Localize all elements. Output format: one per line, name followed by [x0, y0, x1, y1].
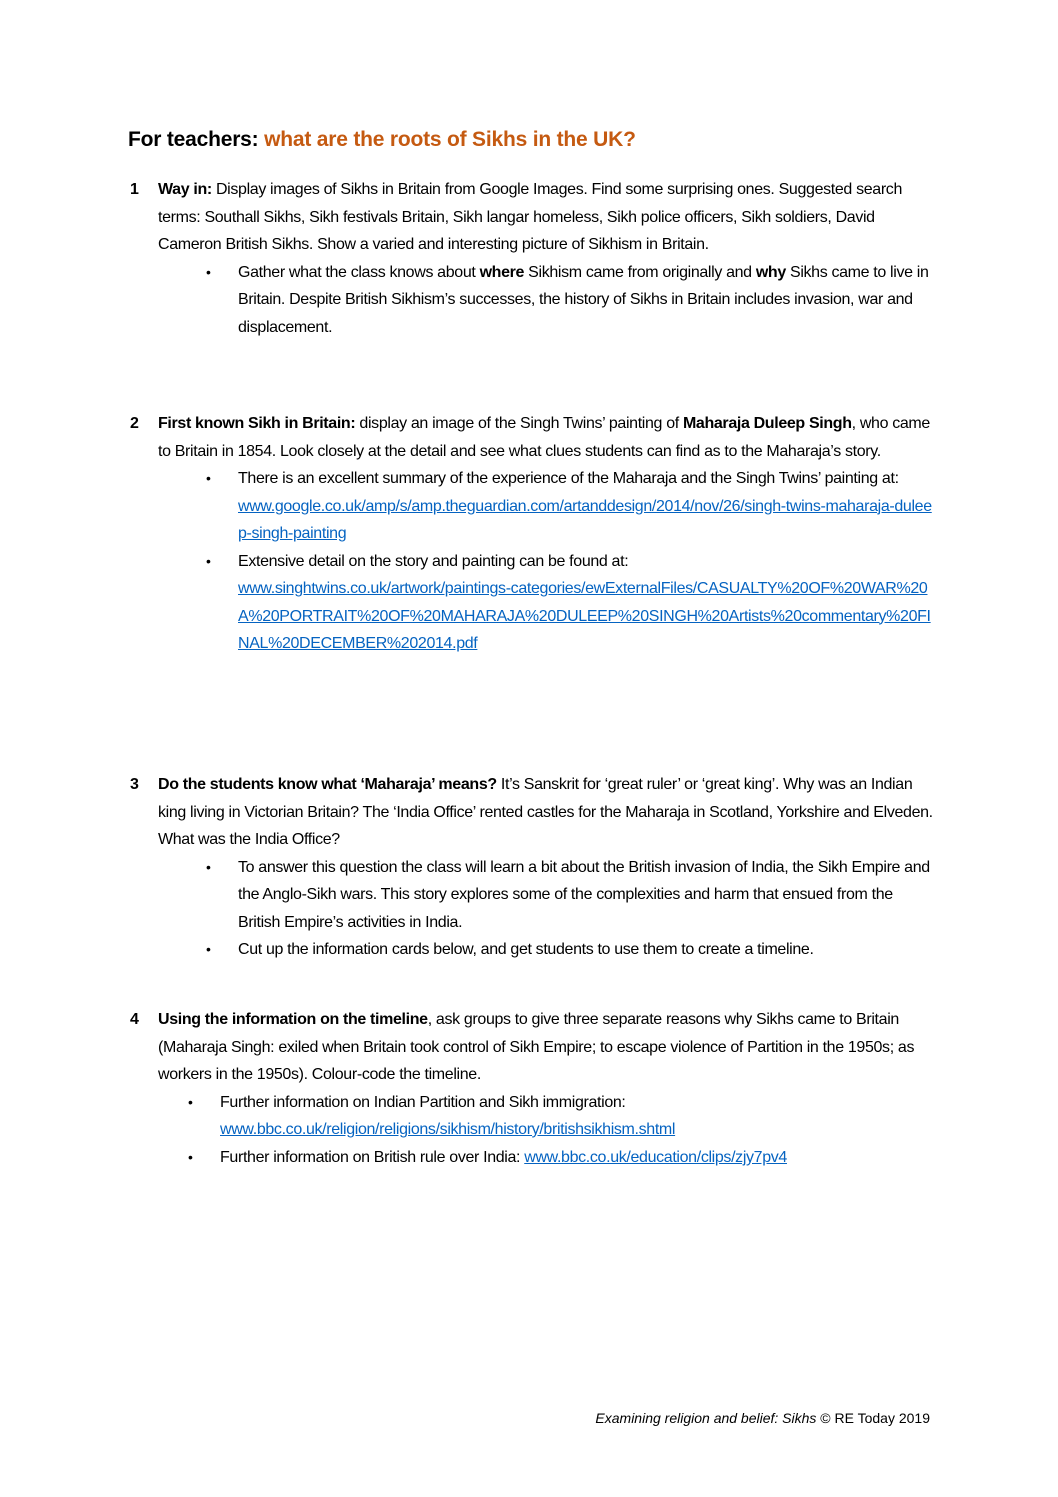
bbc-sikhism-link[interactable]: www.bbc.co.uk/religion/religions/sikhism/history/britishsikhism.shtml	[220, 1121, 676, 1138]
bullet-list	[128, 259, 938, 342]
bold-where: where	[479, 263, 525, 281]
section-number: 3	[130, 776, 139, 793]
singhtwins-link[interactable]: www.singhtwins.co.uk/artwork/paintings-categories/ewExternalFiles/CASUALTY%20OF%20WAR%20A%20PORTRAIT%20OF%20MAHARAJA%20DULEEP%20SINGH%20Artists%20commentary%20FINAL%20DECEMBER%202014.pdf	[238, 580, 931, 652]
bold-why: why	[755, 263, 786, 281]
guardian-link[interactable]: www.google.co.uk/amp/s/amp.theguardian.com/artanddesign/2014/nov/26/singh-twins-maharaja-duleep-singh-painting	[238, 497, 932, 542]
footer	[595, 1410, 930, 1426]
bold-maharaja-name: Maharaja Duleep Singh	[682, 415, 852, 432]
bullet-text: Further information on Indian Partition and Sikh immigration:	[220, 1093, 626, 1111]
bullet-text: To answer this question the class will learn a bit about the British invasion of India, the Sikh Empire and the Anglo-Sikh wars. This story explores some of the complexities and harm that ensued from the British Empire’s activities in India.	[238, 858, 930, 931]
list-item	[128, 465, 938, 548]
bullet-text: Extensive detail on the story and painting can be found at:	[238, 552, 629, 570]
section-number: 2	[130, 415, 139, 432]
bullet-icon: •	[206, 941, 211, 957]
list-item	[128, 936, 938, 964]
section-lead: Way in:	[158, 181, 212, 198]
bullet-icon: •	[206, 470, 211, 486]
bullet-list	[128, 465, 938, 658]
section-text: , ask groups to give three separate reasons why Sikhs came to Britain (Maharaja Singh: exiled when Britain took control of Sikh Empire; to escape violence of Partition in the 1950s; as workers in the 1950s). Colour-code the timeline.	[158, 1011, 915, 1083]
page-title	[128, 128, 636, 152]
section-lead: First known Sikh in Britain:	[158, 415, 356, 432]
bullet-text: Sikhism came from originally and	[524, 263, 756, 281]
section-number: 1	[130, 181, 139, 198]
title-question: what are the roots of Sikhs in the UK?	[264, 128, 636, 151]
bullet-list	[128, 854, 938, 964]
footer-publication: Examining religion and belief: Sikhs	[595, 1410, 817, 1426]
bullet-text: Further information on British rule over India:	[220, 1148, 525, 1166]
list-item	[128, 259, 938, 342]
bullet-icon: •	[206, 263, 211, 280]
section-text: It’s Sanskrit for ‘great ruler’ or ‘great king’. Why was an Indian king living in Victorian Britain? The ‘India Office’ rented castles for the Maharaja in Scotland, Yorkshire and Elveden. What was the India Office?	[158, 776, 933, 848]
bullet-text: Sikhs came to live in Britain. Despite British Sikhism’s successes, the history of Sikhs in Britain includes invasion, war and displacement.	[238, 263, 929, 336]
bullet-icon: •	[188, 1093, 193, 1110]
section-1	[128, 176, 938, 341]
title-prefix: For teachers:	[128, 128, 265, 151]
bullet-icon: •	[188, 1148, 193, 1165]
section-lead: Using the information on the timeline	[158, 1011, 428, 1028]
bullet-icon: •	[206, 858, 211, 875]
section-text: Display images of Sikhs in Britain from Google Images. Find some surprising ones. Suggested search terms: Southall Sikhs, Sikh festivals Britain, Sikh langar homeless, Sikh police officers, Sikh soldiers, David Cameron British Sikhs. Show a varied and interesting picture of Sikhism in Britain.	[158, 181, 902, 253]
footer-copyright: © RE Today 2019	[816, 1410, 930, 1426]
section-2	[128, 410, 938, 658]
bullet-icon: •	[206, 552, 211, 569]
bullet-text: Cut up the information cards below, and get students to use them to create a timeline.	[238, 941, 814, 958]
section-text: , who came to Britain in 1854. Look closely at the detail and see what clues students can find as to the Maharaja’s story.	[158, 415, 930, 460]
bullet-text: There is an excellent summary of the experience of the Maharaja and the Singh Twins’ painting at:	[238, 470, 899, 487]
section-lead: Do the students know what ‘Maharaja’ means?	[158, 776, 497, 793]
section-3	[128, 771, 938, 964]
list-item	[128, 1144, 938, 1172]
list-item	[128, 1089, 938, 1144]
section-text: display an image of the Singh Twins’ painting of	[355, 415, 683, 432]
section-4	[128, 1006, 938, 1171]
bbc-clips-link[interactable]: www.bbc.co.uk/education/clips/zjy7pv4	[524, 1148, 787, 1166]
list-item	[128, 548, 938, 658]
section-number: 4	[130, 1011, 139, 1028]
bullet-text: Gather what the class knows about	[238, 263, 480, 281]
bullet-list	[128, 1089, 938, 1172]
list-item	[128, 854, 938, 937]
